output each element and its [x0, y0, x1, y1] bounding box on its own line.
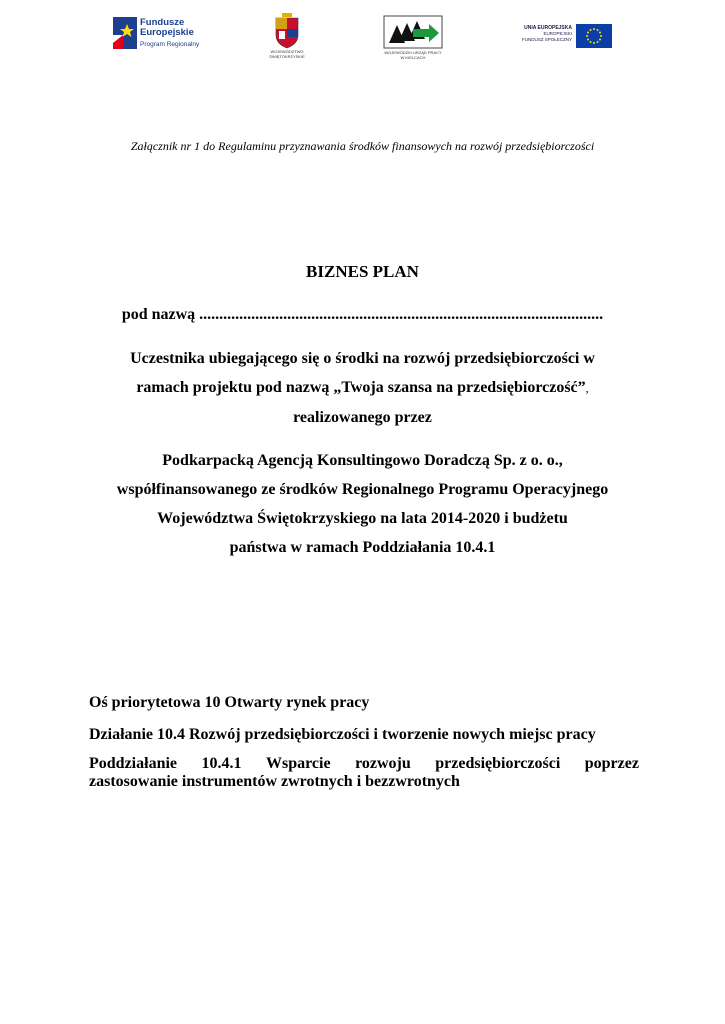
submeasure-word: poprzez — [584, 755, 639, 772]
wup-caption-line1: WOJEWÓDZKI URZĄD PRACY — [384, 50, 442, 55]
submeasure-word: Wsparcie — [265, 755, 331, 772]
submeasure-word: Poddziałanie — [89, 755, 178, 772]
wup-arrow-icon — [383, 15, 443, 49]
submeasure-line-1 — [89, 755, 639, 773]
priority-axis: Oś priorytetowa 10 Otwarty rynek pracy — [89, 694, 370, 711]
agency-line-3: Województwa Świętokrzyskiego na lata 2014-2020 i budżetu — [157, 510, 568, 527]
fe-logo-line2: Europejskie — [140, 27, 194, 38]
participant-comma: , — [585, 381, 589, 395]
submeasure-line-2: zastosowanie instrumentów zwrotnych i bezzwrotnych — [89, 773, 460, 790]
agency-block — [0, 446, 725, 562]
agency-line-1: Podkarpacką Agencją Konsultingowo Doradczą Sp. z o. o., — [162, 452, 563, 469]
participant-block — [0, 344, 725, 432]
submeasure — [89, 755, 639, 791]
submeasure-word: przedsiębiorczości — [435, 755, 561, 772]
ue-line1: UNIA EUROPEJSKA — [524, 25, 572, 31]
sw-caption-line2: ŚWIĘTOKRZYSKIE — [269, 54, 305, 59]
measure: Działanie 10.4 Rozwój przedsiębiorczości i tworzenie nowych miejsc pracy — [89, 726, 596, 743]
submeasure-word: rozwoju — [355, 755, 411, 772]
ue-line2: EUROPEJSKI — [543, 31, 572, 36]
swietokrzyskie-coat-of-arms-logo — [265, 13, 309, 59]
wup-kielce-logo — [383, 15, 443, 61]
fundusze-europejskie-logo — [113, 15, 213, 55]
agency-line-2: współfinansowanego ze środków Regionalnego Programu Operacyjnego — [116, 481, 609, 498]
eu-social-fund-logo — [520, 22, 612, 54]
fe-logo-line1: Fundusze — [140, 17, 185, 28]
participant-line-2: ramach projektu pod nazwą „Twoja szansa na przedsiębiorczość” — [136, 379, 586, 396]
fe-star-mark-icon — [113, 17, 137, 49]
sw-caption-line1: WOJEWÓDZTWO — [270, 49, 304, 54]
eu-flag-icon — [576, 24, 612, 48]
participant-line-1: Uczestnika ubiegającego się o środki na rozwój przedsiębiorczości w — [130, 350, 595, 367]
document-title: BIZNES PLAN — [306, 262, 419, 281]
agency-line-4: państwa w ramach Poddziałania 10.4.1 — [229, 539, 496, 556]
submeasure-word: 10.4.1 — [201, 755, 242, 772]
wup-caption-line2: W KIELCACH — [400, 55, 426, 60]
ue-line3: FUNDUSZ SPOŁECZNY — [521, 37, 572, 42]
participant-line-3: realizowanego przez — [293, 409, 432, 426]
fe-logo-sub: Program Regionalny — [140, 41, 200, 48]
coat-of-arms-icon — [265, 13, 309, 49]
business-name-line: pod nazwą ..................................................................................................... — [121, 306, 604, 323]
attachment-note: Załącznik nr 1 do Regulaminu przyznawania środków finansowych na rozwój przedsiębiorczości — [130, 139, 595, 153]
